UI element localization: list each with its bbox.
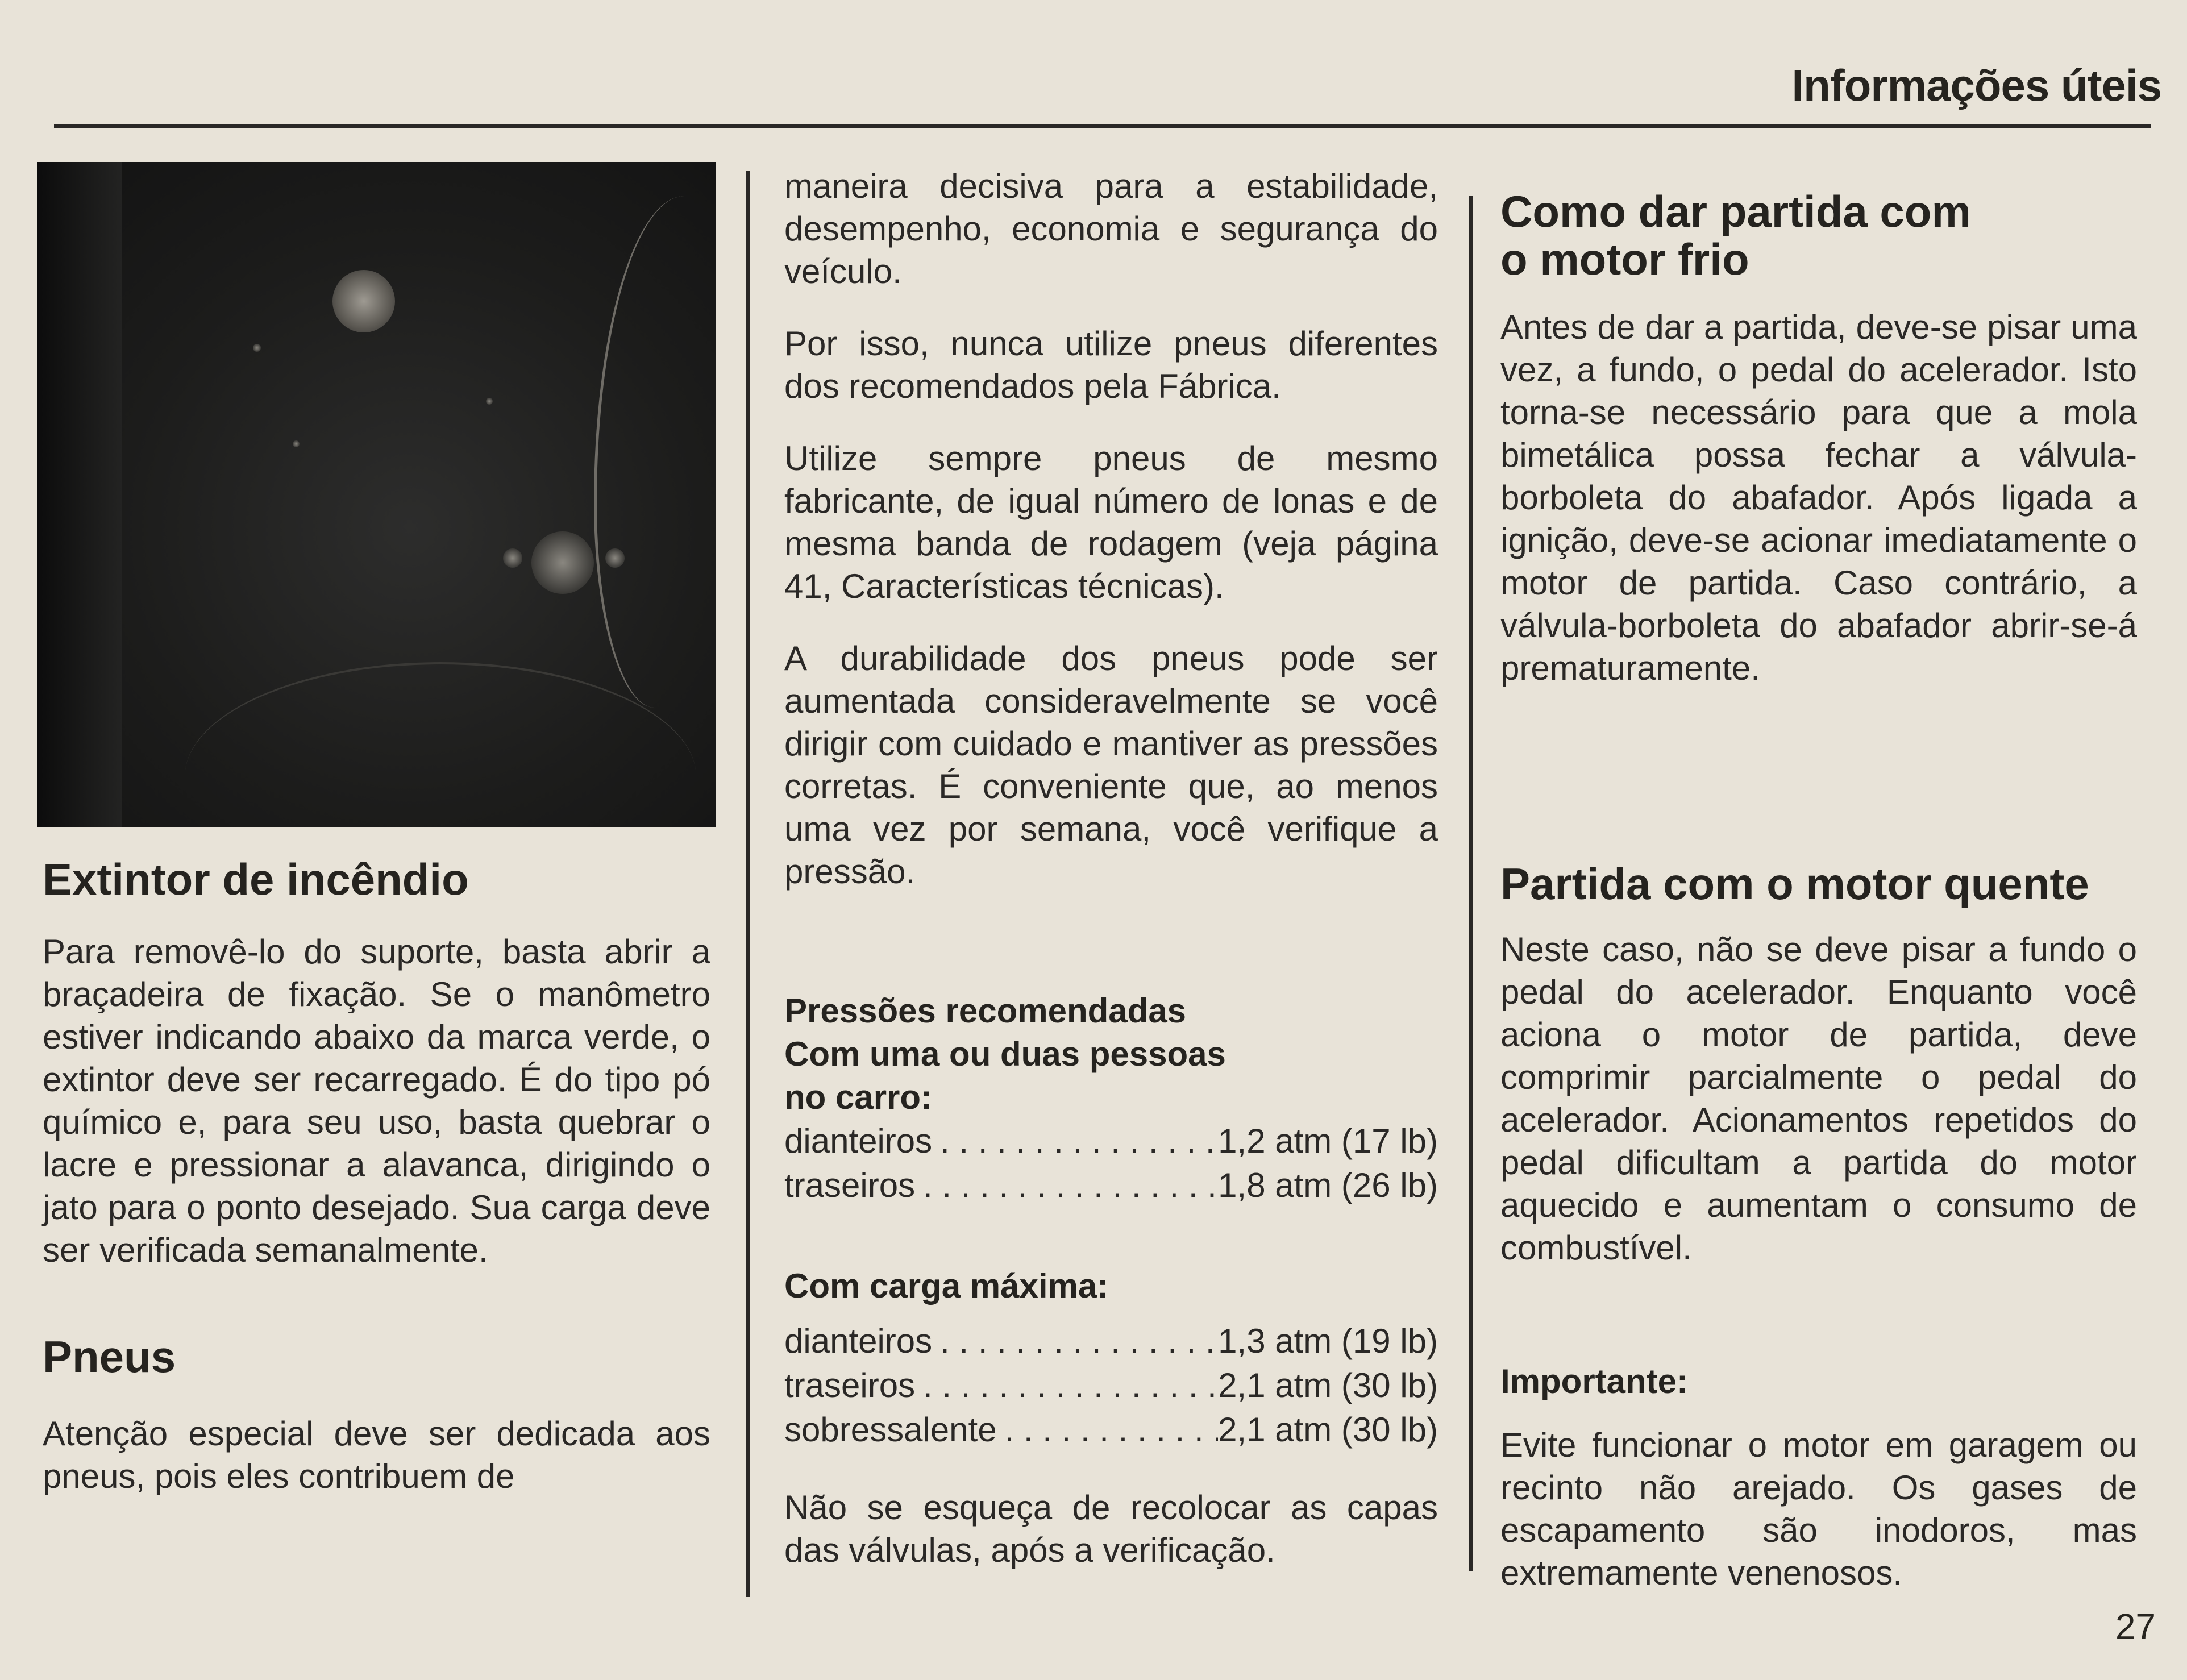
extintor-text: Para removê-lo do suporte, basta abrir a braçadeira de fixação. Se o manômetro estiver indicando abaixo da marca verde, o extintor deve ser recarregado. É do tipo pó químico e, para seu uso, basta quebrar o lacre e pressionar a alavanca, dirigindo o jato para o ponto desejado. Sua carga deve ser verificada semanalmente. <box>43 933 710 1269</box>
pressure-heading-line1: Pressões recomendadas <box>784 992 1187 1030</box>
middle-column <box>784 165 1438 1571</box>
pressure-row <box>784 1408 1438 1452</box>
pressure-value: 2,1 atm (30 lb) <box>1218 1411 1438 1449</box>
important-text: Evite funcionar o motor em garagem ou recinto não arejado. Os gases de escapamento são inodoros, mas extremamente venenosos. <box>1500 1426 2137 1592</box>
pneus-heading: Pneus <box>43 1332 176 1382</box>
important-heading: Importante: <box>1500 1362 1688 1400</box>
cold-start-heading-line2: o motor frio <box>1500 234 1749 284</box>
section-title: Informações úteis <box>1791 60 2161 110</box>
extintor-heading: Extintor de incêndio <box>43 854 469 904</box>
pressure-row <box>784 1119 1438 1163</box>
pneus-text-continued: maneira decisiva para a estabilidade, desempenho, economia e segurança do veículo. <box>784 167 1438 290</box>
leader-dots <box>932 1319 1218 1363</box>
pneus-paragraph-4: A durabilidade dos pneus pode ser aumentada consideravelmente se você dirigir com cuidado e mantiver as pressões corretas. É conveniente que, ao menos uma vez por semana, você verifique a pressão. <box>784 639 1438 891</box>
extinguisher-photo <box>37 162 716 827</box>
leader-dots <box>932 1119 1218 1163</box>
pressure-label: dianteiros <box>784 1322 933 1360</box>
right-column <box>1500 188 2137 1594</box>
pressure-value: 1,8 atm (26 lb) <box>1218 1166 1438 1204</box>
photo-cable <box>594 196 716 708</box>
pneus-paragraph-2: Por isso, nunca utilize pneus diferentes dos recomendados pela Fábrica. <box>784 325 1438 405</box>
warm-start-text: Neste caso, não se deve pisar a fundo o pedal do acelerador. Enquanto você aciona o motor de partida, deve comprimir parcialmente o pedal do acelerador. Acionamentos repetidos do pedal dificultam a partida do motor aquecido e aumentam o consumo de combustível. <box>1500 930 2137 1267</box>
cold-start-heading-line1: Como dar partida com <box>1500 186 1971 236</box>
page-number: 27 <box>2115 1606 2156 1647</box>
photo-bolt <box>253 344 261 352</box>
pressure-label: sobressalente <box>784 1411 997 1449</box>
leader-dots <box>915 1363 1218 1408</box>
pressure-heading-line2: Com uma ou duas pessoas <box>784 1035 1226 1073</box>
leader-dots <box>915 1163 1218 1208</box>
pressure-row <box>784 1319 1438 1363</box>
cold-start-text: Antes de dar a partida, deve-se pisar uma vez, a fundo, o pedal do acelerador. Isto torna-se necessário para que a mola bimetálica possa fechar a válvula-borboleta do abafador. Após ligada a ignição, deve-se acionar imediatamente o motor de partida. Caso contrário, a válvula-borboleta do abafador abrir-se-á prematuramente. <box>1500 308 2137 687</box>
pressure-heading-line3: no carro: <box>784 1078 933 1116</box>
pressure-row <box>784 1363 1438 1408</box>
warm-start-heading: Partida com o motor quente <box>1500 859 2089 909</box>
photo-bolt <box>486 398 493 405</box>
pressure-table <box>784 989 1438 1452</box>
pressure-value: 2,1 atm (30 lb) <box>1218 1366 1438 1404</box>
pressure-label: traseiros <box>784 1366 916 1404</box>
pneus-paragraph-3: Utilize sempre pneus de mesmo fabricante, de igual número de lonas e de mesma banda de rodagem (veja página 41, Características técnicas). <box>784 439 1438 605</box>
photo-bolt <box>293 440 300 447</box>
left-column <box>43 855 710 1498</box>
column-divider-left <box>746 171 750 1597</box>
photo-seam <box>185 662 696 827</box>
valve-cap-note: Não se esqueça de recolocar as capas das válvulas, após a verificação. <box>784 1488 1438 1569</box>
photo-panel-edge <box>37 162 122 827</box>
leader-dots <box>997 1408 1219 1452</box>
pressure-label: traseiros <box>784 1166 916 1204</box>
max-load-heading: Com carga máxima: <box>784 1267 1109 1305</box>
photo-bolt <box>503 548 522 568</box>
header-rule <box>54 124 2151 128</box>
pressure-gauge-image <box>332 270 395 332</box>
pressure-label: dianteiros <box>784 1122 933 1160</box>
pressure-value: 1,3 atm (19 lb) <box>1218 1322 1438 1360</box>
pressure-value: 1,2 atm (17 lb) <box>1218 1122 1438 1160</box>
bracket-clamp-image <box>531 531 594 594</box>
column-divider-right <box>1469 196 1473 1571</box>
pneus-text-start: Atenção especial deve ser dedicada aos pneus, pois eles contribuem de <box>43 1415 710 1495</box>
pressure-row <box>784 1163 1438 1208</box>
